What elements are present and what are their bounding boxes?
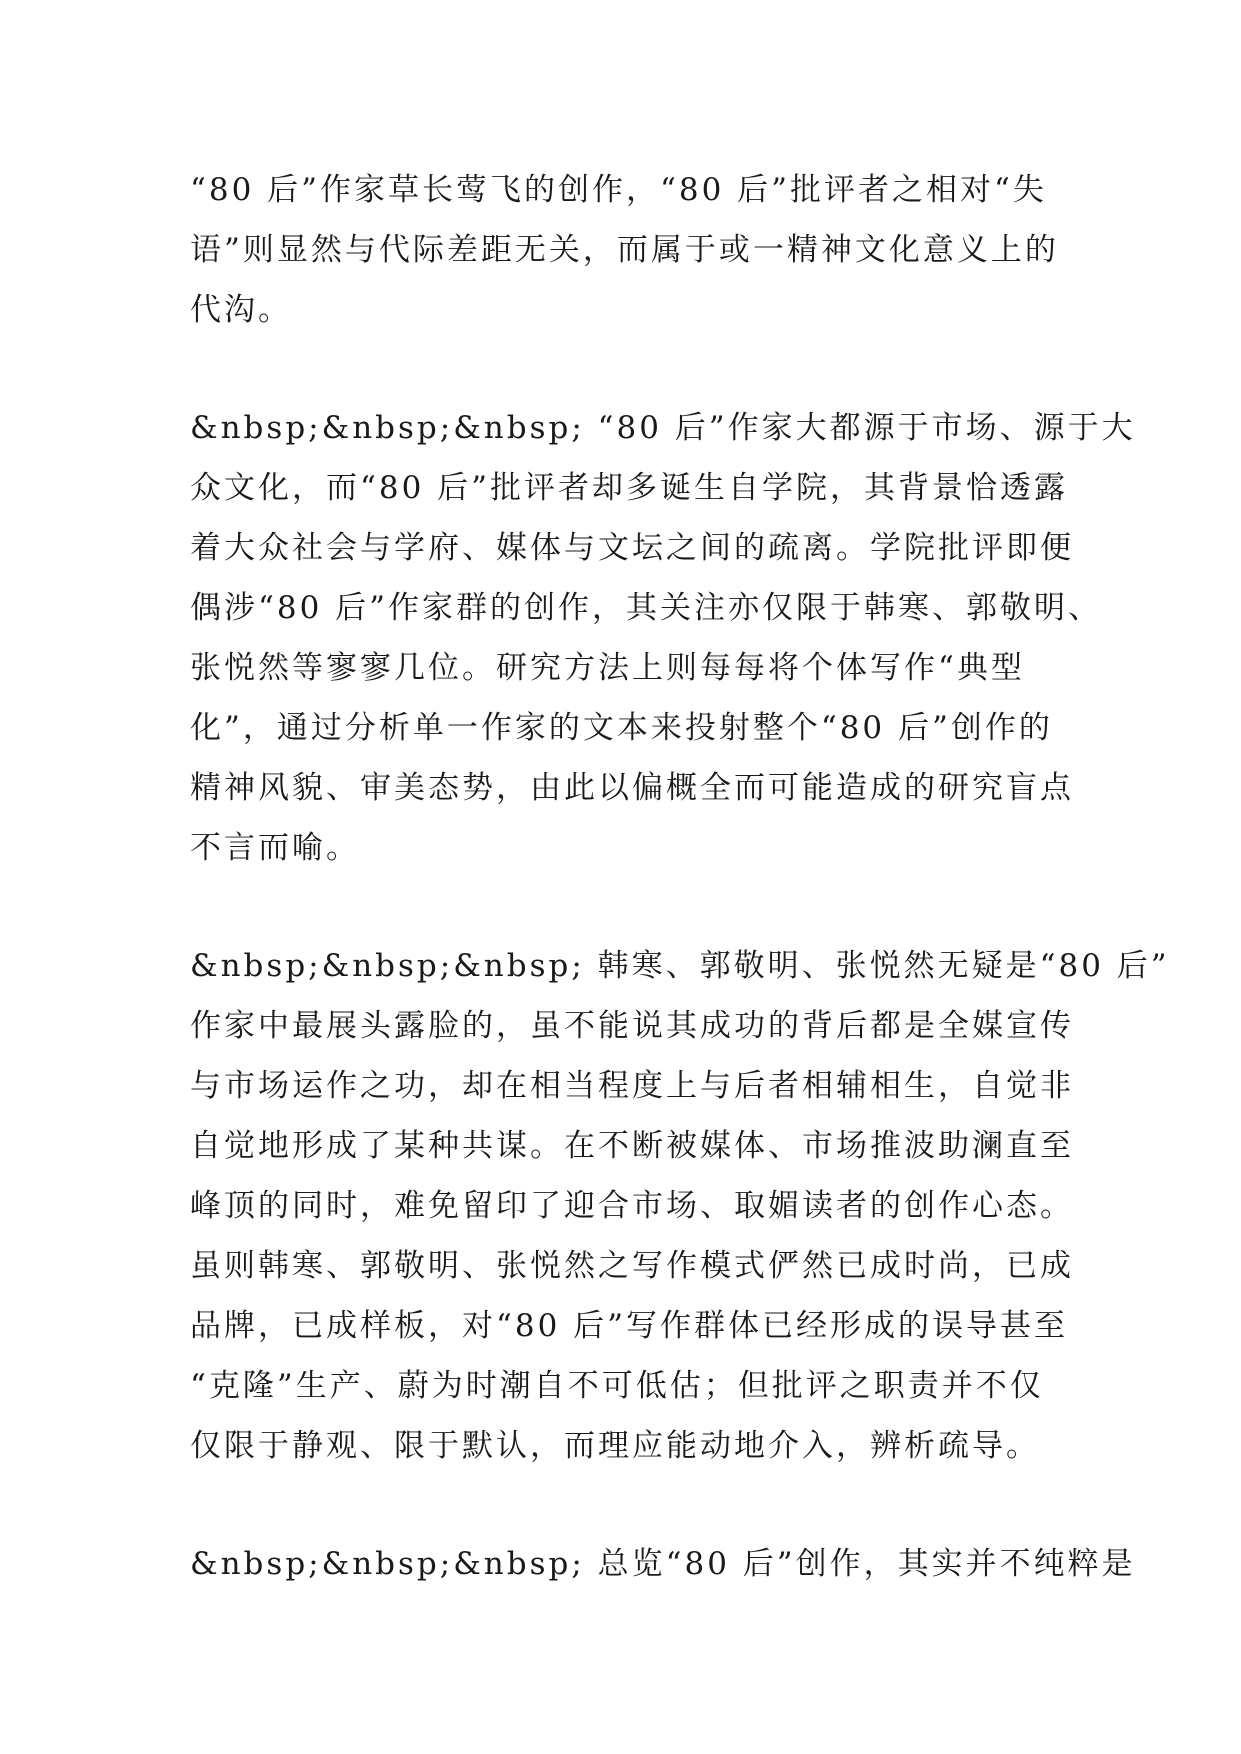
paragraph xyxy=(190,936,1170,1476)
text-line: 张悦然等寥寥几位。研究方法上则每每将个体写作“典型 xyxy=(190,650,1025,686)
text-line: 代沟。 xyxy=(190,292,292,328)
text-line: &nbsp;&nbsp;&nbsp; “80 后”作家大都源于市场、源于大 xyxy=(190,410,1136,446)
text-line: 着大众社会与学府、媒体与文坛之间的疏离。学院批评即便 xyxy=(190,530,1074,566)
text-line: 仅限于静观、限于默认，而理应能动地介入，辨析疏导。 xyxy=(190,1428,1040,1464)
paragraph xyxy=(190,160,1070,340)
document-page xyxy=(190,160,1170,1652)
text-line: 偶涉“80 后”作家群的创作，其关注亦仅限于韩寒、郭敬明、 xyxy=(190,590,1102,626)
text-line: 精神风貌、审美态势，由此以偏概全而可能造成的研究盲点 xyxy=(190,770,1074,806)
paragraph xyxy=(190,398,1136,878)
text-line: 品牌，已成样板，对“80 后”写作群体已经形成的误导甚至 xyxy=(190,1308,1068,1344)
text-line: 与市场运作之功，却在相当程度上与后者相辅相生，自觉非 xyxy=(190,1068,1074,1104)
text-line: 峰顶的同时，难免留印了迎合市场、取媚读者的创作心态。 xyxy=(190,1188,1074,1224)
text-line: “克隆”生产、蔚为时潮自不可低估；但批评之职责并不仅 xyxy=(190,1368,1044,1404)
text-line: 众文化，而“80 后”批评者却多诞生自学院，其背景恰透露 xyxy=(190,470,1068,506)
text-line: 虽则韩寒、郭敬明、张悦然之写作模式俨然已成时尚，已成 xyxy=(190,1248,1074,1284)
paragraph xyxy=(190,1534,1136,1594)
text-line: 语”则显然与代际差距无关，而属于或一精神文化意义上的 xyxy=(190,232,1059,268)
text-line: 自觉地形成了某种共谋。在不断被媒体、市场推波助澜直至 xyxy=(190,1128,1074,1164)
text-line: “80 后”作家草长莺飞的创作，“80 后”批评者之相对“失 xyxy=(190,172,1047,208)
text-line: &nbsp;&nbsp;&nbsp; 总览“80 后”创作，其实并不纯粹是 xyxy=(190,1546,1136,1582)
text-line: 化”，通过分析单一作家的文本来投射整个“80 后”创作的 xyxy=(190,710,1053,746)
text-line: 不言而喻。 xyxy=(190,830,360,866)
text-line: &nbsp;&nbsp;&nbsp; 韩寒、郭敬明、张悦然无疑是“80 后” xyxy=(190,948,1170,984)
text-line: 作家中最展头露脸的，虽不能说其成功的背后都是全媒宣传 xyxy=(190,1008,1074,1044)
